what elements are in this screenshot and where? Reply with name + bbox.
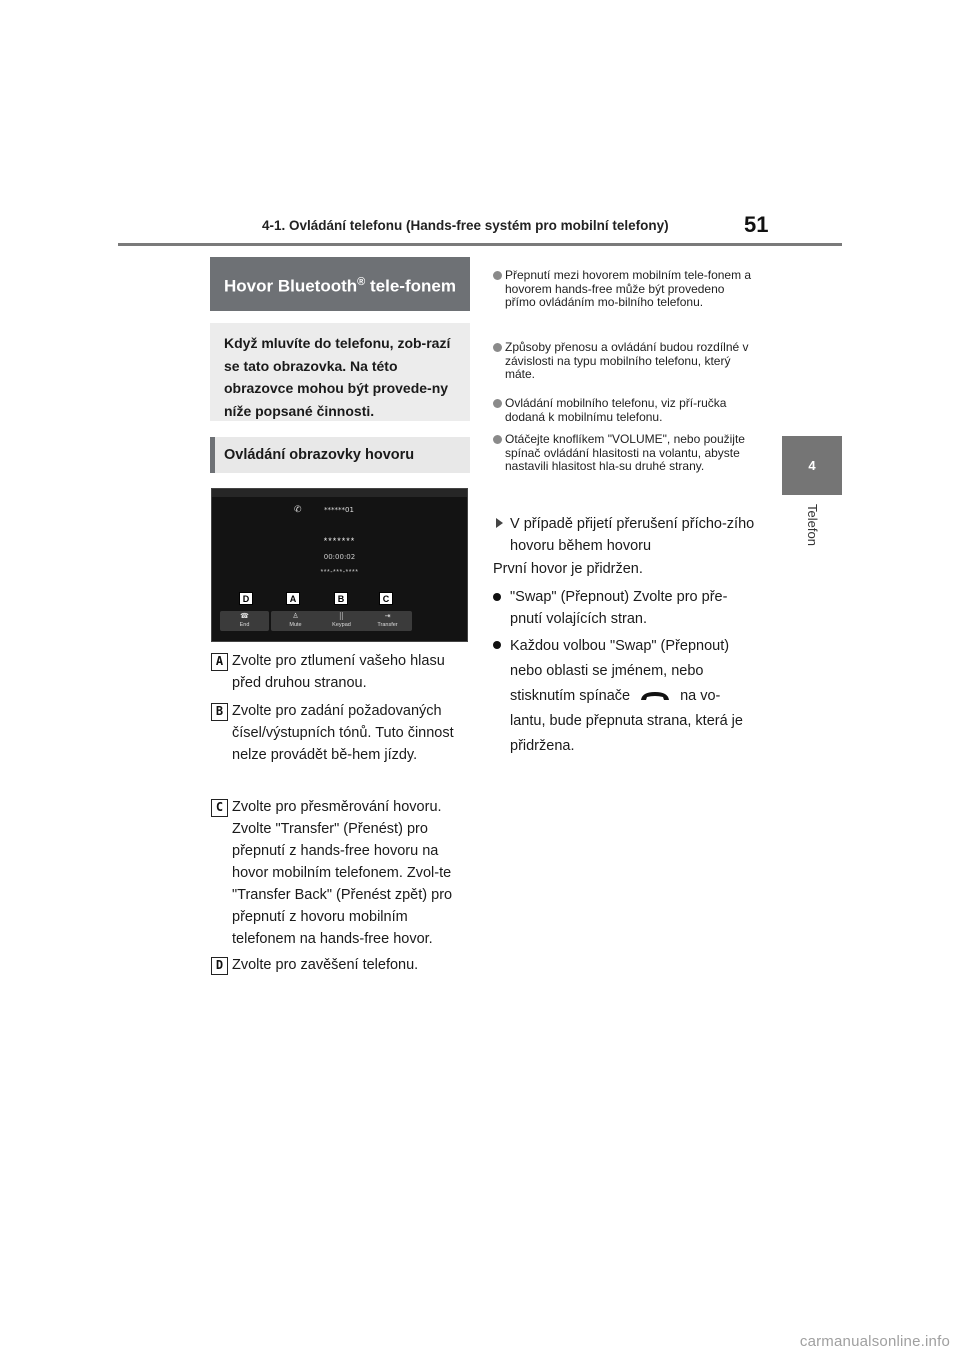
item-text-b: Zvolte pro zadání požadovaných čísel/výstupních tónů. Tuto činnost nelze provádět bě-hem jízdy. <box>232 703 454 763</box>
keypad-icon: ⣿ <box>338 613 345 620</box>
triangle-icon <box>496 518 503 528</box>
item-label-c: C <box>211 799 228 817</box>
heading-rest: tele-fonem <box>365 276 456 296</box>
item-text-a: Zvolte pro ztlumení vašeho hlasu před druhou stranou. <box>232 653 445 691</box>
chapter-label: Telefon <box>805 504 820 546</box>
registered-mark: ® <box>357 275 366 288</box>
page-number: 51 <box>744 212 769 237</box>
item-label-b: B <box>211 703 228 721</box>
item-text-d: Zvolte pro zavěšení telefonu. <box>232 957 419 973</box>
chapter-number: 4 <box>808 458 816 473</box>
screen-number: ******01 <box>324 506 354 514</box>
screen-tag-a: A <box>286 592 300 605</box>
end-button[interactable]: ☎ End <box>220 611 269 631</box>
switch-bullet: Každou volbou "Swap" (Přepnout) nebo oblasti se jménem, nebo stisknutím spínače na vo-lantu, bude přepnuta strana, která je přidržena. <box>493 634 755 759</box>
item-text-c: Zvolte pro přesměrování hovoru. Zvolte "Transfer" (Přenést) pro přepnutí z hands-free hovoru na hovor mobilním telefonem. Zvol-te "Transfer Back" (Přenést zpět) pro přepnutí z hovoru mobilním telefonem na hands-free hovor. <box>232 799 453 947</box>
interrupt-paragraph: První hovor je přidržen. <box>493 561 643 577</box>
watermark: carmanualsonline.info <box>799 1333 950 1350</box>
screen-tag-c: C <box>379 592 393 605</box>
swap-bullet: "Swap" (Přepnout) Zvolte pro pře-pnutí volajících stran. <box>493 586 755 630</box>
call-screen-illustration <box>211 488 468 642</box>
screen-tag-b: B <box>334 592 348 605</box>
screen-caller-number: ***-***-**** <box>320 569 359 576</box>
heading-main: Hovor Bluetooth <box>224 276 358 296</box>
transfer-icon: ⇥ <box>384 613 391 620</box>
item-label-a: A <box>211 653 228 671</box>
header-rule <box>118 243 842 246</box>
note-3: Ovládání mobilního telefonu, viz pří-ručka dodaná k mobilnímu telefonu. <box>493 397 753 424</box>
chapter-tab <box>782 436 842 495</box>
interrupt-heading: V případě přijetí přerušení přícho-zího hovoru během hovoru <box>496 513 756 557</box>
section-heading <box>210 257 470 311</box>
phone-icon: ✆ <box>294 504 302 514</box>
hang-up-icon: ☎ <box>240 613 249 620</box>
mute-button[interactable]: ♙ Mute <box>271 611 320 631</box>
intro-box: Když mluvíte do telefonu, zob-razí se tato obrazovka. Na této obrazovce mohou být provede-ny níže popsané činnosti. <box>210 323 470 421</box>
mute-icon: ♙ <box>292 613 299 620</box>
subheading: Ovládání obrazovky hovoru <box>210 437 470 473</box>
phone-switch-icon <box>638 689 672 703</box>
note-2: Způsoby přenosu a ovládání budou rozdílné v závislosti na typu mobilního telefonu, který máte. <box>493 341 753 382</box>
screen-caller-name: ******* <box>323 536 356 546</box>
transfer-button[interactable]: ⇥ Transfer <box>363 611 412 631</box>
screen-tag-d: D <box>239 592 253 605</box>
note-4: Otáčejte knoflíkem "VOLUME", nebo použijte spínač ovládání hlasitosti na volantu, abyste nastavili hlasitost hla-su druhé strany. <box>493 433 753 474</box>
note-1: Přepnutí mezi hovorem mobilním tele-fonem a hovorem hands-free může být provedeno přímo ovládáním mo-bilního telefonu. <box>493 269 753 310</box>
screen-status-bar <box>212 489 467 497</box>
screen-call-timer: 00:00:02 <box>323 553 356 561</box>
keypad-button[interactable]: ⣿ Keypad <box>317 611 366 631</box>
item-label-d: D <box>211 957 228 975</box>
running-header: 4-1. Ovládání telefonu (Hands-free systém pro mobilní telefony) <box>262 218 669 233</box>
